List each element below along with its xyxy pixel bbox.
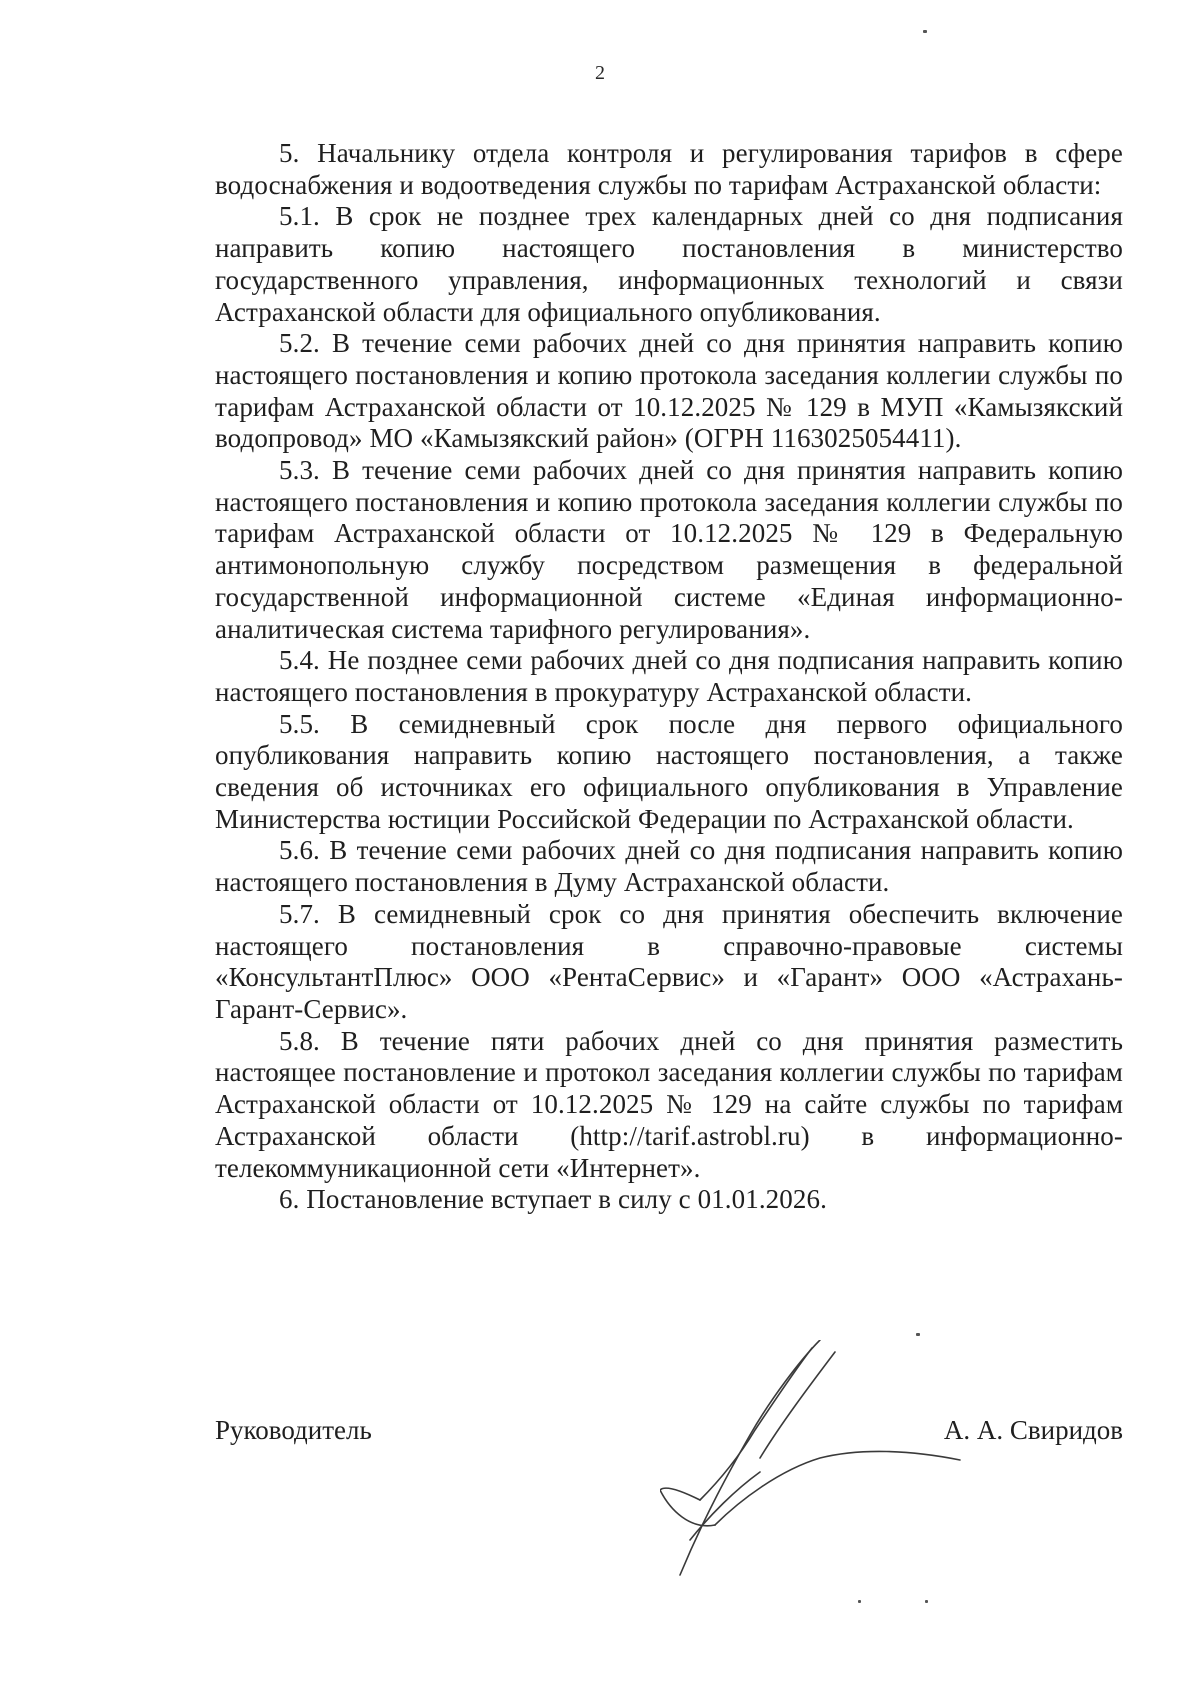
document-body	[215, 138, 1123, 1216]
page-number: 2	[595, 62, 605, 84]
paragraph-5-8: 5.8. В течение пяти рабочих дней со дня принятия разместить настоящее постановление и протокол заседания коллегии службы по тарифам Астраханской области от 10.12.2025 № 129 на сайте службы по тарифам Астраханской области (http://tarif.astrobl.ru) в информационно-телекоммуникационной сети «Интернет».	[215, 1025, 1123, 1183]
scan-speck	[923, 30, 927, 33]
paragraph-5-4: 5.4. Не позднее семи рабочих дней со дня подписания направить копию настоящего постановления в прокуратуру Астраханской области.	[215, 645, 1123, 707]
paragraph-5-6: 5.6. В течение семи рабочих дней со дня подписания направить копию настоящего постановления в Думу Астраханской области.	[215, 835, 1123, 898]
paragraph-5: 5. Начальнику отдела контроля и регулирования тарифов в сфере водоснабжения и водоотведения службы по тарифам Астраханской области:	[215, 138, 1123, 200]
paragraph-5-1: 5.1. В срок не позднее трех календарных дней со дня подписания направить копию настоящего постановления в министерство государственного управления, информационных технологий и связи Астраханской области для официального опубликования.	[215, 201, 1123, 327]
paragraph-5-7: 5.7. В семидневный срок со дня принятия обеспечить включение настоящего постановления в справочно-правовые системы «КонсультантПлюс» ООО «РентаСервис» и «Гарант» ООО «Астрахань-Гарант-Сервис».	[215, 898, 1123, 1024]
signer-name: А. А. Свиридов	[943, 1415, 1123, 1445]
signer-title: Руководитель	[215, 1415, 372, 1445]
scan-speck	[925, 1600, 928, 1603]
scan-speck	[858, 1600, 861, 1603]
paragraph-5-2: 5.2. В течение семи рабочих дней со дня принятия направить копию настоящего постановления и копию протокола заседания коллегии службы по тарифам Астраханской области от 10.12.2025 № 129 в МУП «Камызякский водопровод» МО «Камызякский район» (ОГРН 1163025054411).	[215, 328, 1123, 454]
scan-speck	[916, 1333, 920, 1336]
paragraph-6: 6. Постановление вступает в силу с 01.01.2026.	[279, 1184, 827, 1215]
handwritten-signature	[660, 1340, 980, 1600]
paragraph-5-5: 5.5. В семидневный срок после дня первого официального опубликования направить копию настоящего постановления, а также сведения об источниках его официального опубликования в Управление Министерства юстиции Российской Федерации по Астраханской области.	[215, 708, 1123, 834]
paragraph-5-3: 5.3. В течение семи рабочих дней со дня принятия направить копию настоящего постановления и копию протокола заседания коллегии службы по тарифам Астраханской области от 10.12.2025 № 129 в Федеральную антимонопольную службу посредством размещения в федеральной государственной информационной системе «Единая информационно-аналитическая система тарифного регулирования».	[215, 455, 1123, 644]
